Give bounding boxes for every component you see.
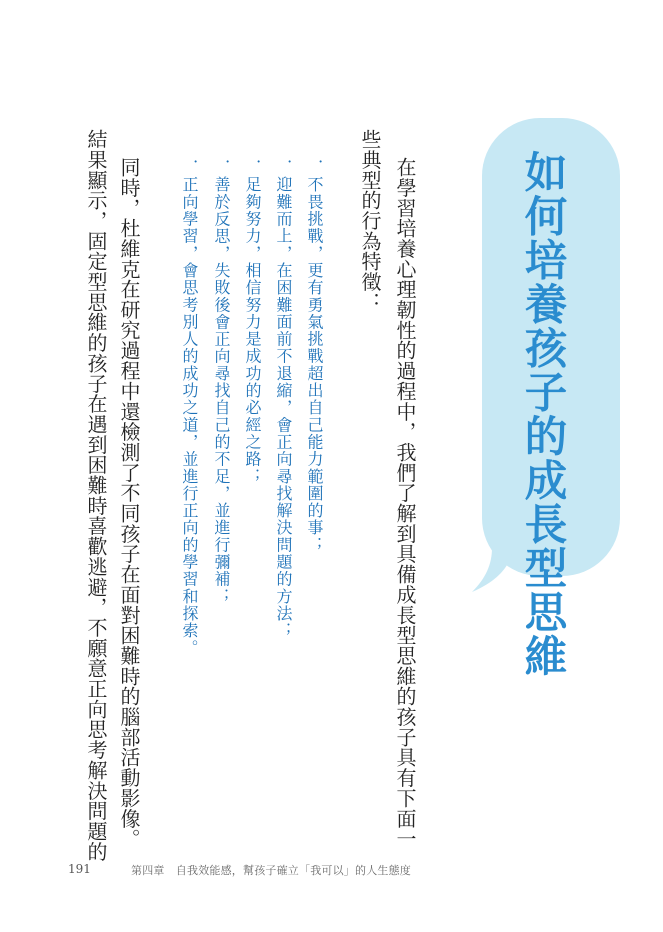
bubble-tail — [470, 548, 516, 594]
section-title: 如何培養孩子的成長型思維 — [517, 150, 567, 678]
bullet-item: ．正向學習，會思考別人的成功之道，並進行正向的學習和探索。 — [180, 159, 199, 657]
bullet-item: ．迎難而上，在困難面前不退縮，會正向尋找解決問題的方法； — [274, 159, 293, 640]
paragraph-1-line-2: 些典型的行為特徵： — [358, 129, 382, 313]
bullet-item: ．足夠努力，相信努力是成功的必經之路； — [243, 159, 262, 485]
page-number: 191 — [68, 862, 91, 876]
running-footer: 第四章 自我效能感，幫孩子確立「我可以」的人生態度 — [131, 864, 411, 877]
paragraph-2-line-2: 結果顯示，固定型思維的孩子在遇到困難時喜歡逃避，不願意正向思考解決問題的 — [84, 129, 108, 862]
paragraph-2-line-1: 同時，杜維克在研究過程中還檢測了不同孩子在面對困難時的腦部活動影像。 — [117, 157, 141, 849]
paragraph-1-line-1: 在學習培養心理韌性的過程中，我們了解到具備成長型思維的孩子具有下面一 — [393, 157, 417, 849]
bullet-item: ．善於反思，失敗後會正向尋找自己的不足，並進行彌補； — [212, 159, 231, 605]
bullet-item: ．不畏挑戰，更有勇氣挑戰超出自己能力範圍的事； — [305, 159, 324, 554]
